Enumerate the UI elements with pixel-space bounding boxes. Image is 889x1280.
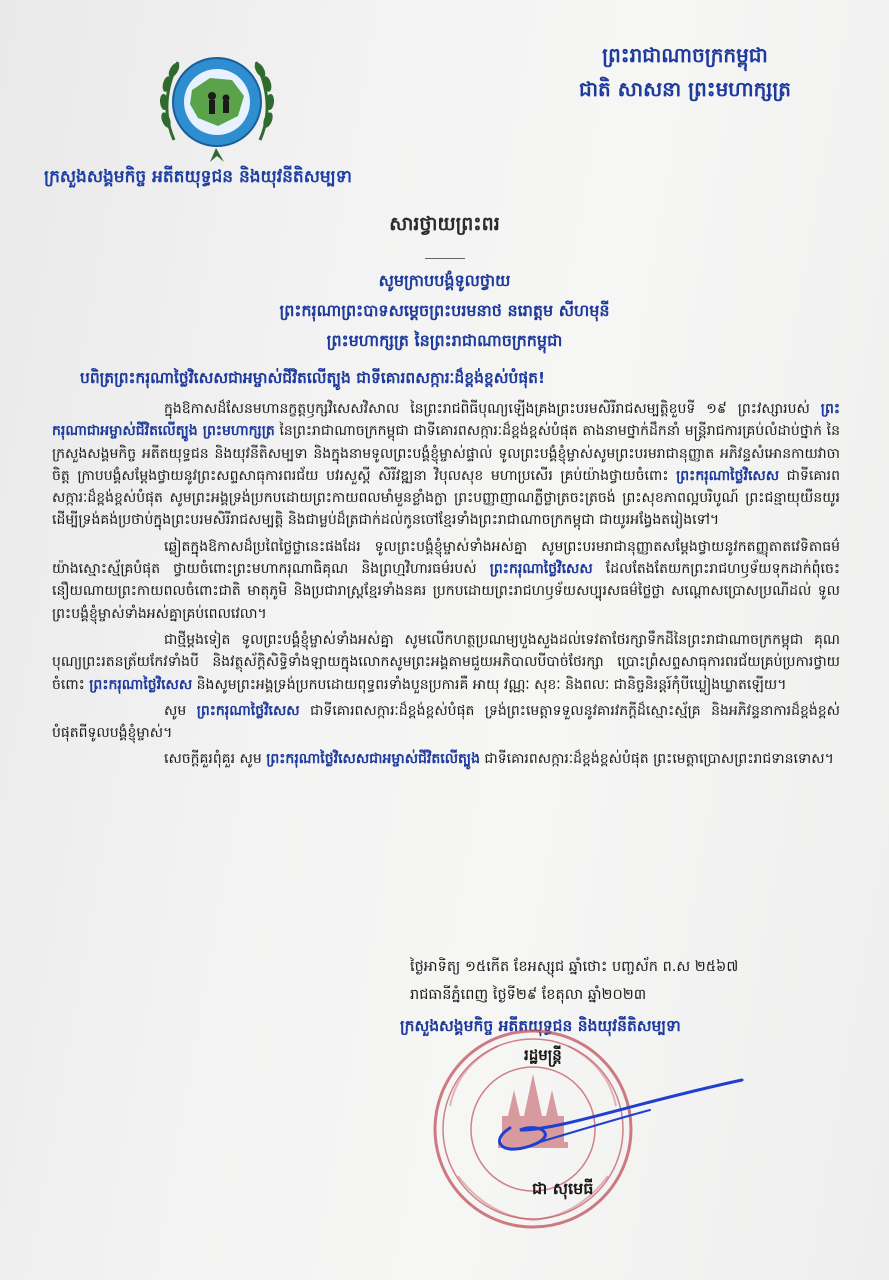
ministry-name-header: ក្រសួងសង្គមកិច្ច អតីតយុទ្ធជន និងយុវនីតិសម្បទា <box>44 167 352 187</box>
body-paragraph-2: ឆ្លៀតក្នុងឱកាសដ៏ប្រពៃថ្លៃថ្លានេះផងដែរ ទូលព្រះបង្គំខ្ញុំម្ចាស់ទាំងអស់គ្នា សូមព្រះបរមរាជានុញ្ញាតសម្តែងថ្វាយនូវកតញ្ញុតាតវេទិតាធម៌យ៉ាងស្មោះស្ម័គ្របំផុត ថ្វាយចំពោះព្រះមហាករុណាធិគុណ និងព្រហ្មវិហារធម៌របស់ ព្រះករុណាថ្លៃវិសេស ដែលតែងតែយកព្រះរាជហឫទ័យទុកដាក់ពុំចេះនឿយណាយព្រះកាយពលចំពោះជាតិ មាតុភូមិ និងប្រជារាស្ត្រខ្មែរទាំងនគរ ប្រកបដោយព្រះរាជហឫទ័យសប្បុរសធម៌ថ្លៃថ្លា សណ្តោសប្រោសប្រណីដល់ ទូលព្រះបង្គំខ្ញុំម្ចាស់ទាំងអស់គ្នាគ្រប់ពេលវេលា។ <box>52 538 840 622</box>
signing-ministry: ក្រសួងសង្គមកិច្ច អតីតយុទ្ធជន និងយុវនីតិសម្បទា <box>400 1017 681 1035</box>
salutation: បពិត្រព្រះករុណាថ្លៃវិសេសជាអម្ចាស់ជីវិតលើត្បូង ជាទីគោរពសក្ការៈដ៏ខ្ពង់ខ្ពស់បំផុត! <box>80 369 546 387</box>
kingdom-header <box>540 38 830 106</box>
national-motto: ជាតិ សាសនា ព្រះមហាក្សត្រ <box>579 77 791 101</box>
minister-signature <box>480 1060 750 1170</box>
address-line-3: ព្រះមហាក្សត្រ នៃព្រះរាជាណាចក្រកម្ពុជា <box>326 331 563 350</box>
signer-name: ជា សុមេធី <box>532 1179 594 1198</box>
body-paragraph-5: សេចក្តីគួរពុំគួរ សូម ព្រះករុណាថ្លៃវិសេសជាអម្ចាស់ជីវិតលើត្បូង ជាទីគោរពសក្ការៈដ៏ខ្ពង់ខ្ពស់បំផុត ព្រះមេត្តាប្រោសព្រះរាជទានទោស។ <box>164 751 834 768</box>
ministry-logo <box>152 40 282 168</box>
body-paragraph-3: ជាថ្មីម្តងទៀត ទូលព្រះបង្គំខ្ញុំម្ចាស់ទាំងអស់គ្នា សូមលើកហត្ថប្រណម្យបួងសួងដល់ទេវតាថែរក្សាទឹកដីនៃព្រះរាជាណាចក្រកម្ពុជា គុណបុណ្យព្រះរតនត្រ័យកែវទាំងបី និងវត្ថុស័ក្តិសិទ្ធិទាំងឡាយក្នុងលោកសូមព្រះអង្គតាមជួយអភិបាលបីបាច់ថែរក្សា ប្រោះព្រំសព្ទសាធុការពរជ័យគ្រប់ប្រការថ្វាយចំពោះ ព្រះករុណាថ្លៃវិសេស និងសូមព្រះអង្គទ្រង់ប្រកបដោយពុទ្ធពរទាំងបួនប្រការគឺ អាយុ វណ្ណៈ សុខៈ និងពលៈ ជានិច្ចនិរន្តរ៍កុំបីឃ្លៀងឃ្លាតឡើយ។ <box>52 631 840 693</box>
document-type-title: សារថ្វាយព្រះពរ <box>389 213 500 235</box>
address-line-2: ព្រះករុណាព្រះបាទសម្តេចព្រះបរមនាថ នរោត្តម សីហមុនី <box>279 301 610 320</box>
body-paragraph-1: ក្នុងឱកាសដ៏សែនមហានក្ខត្តឫក្សវិសេសវិសាល នៃព្រះរាជពិធីបុណ្យឡើងគ្រងព្រះបរមសិរីរាជសម្បត្តិខួបទី ១៩ ព្រះវស្សារបស់ ព្រះករុណាជាអម្ចាស់ជីវិតលើត្បូង ព្រះមហាក្សត្រ នៃព្រះរាជាណាចក្រកម្ពុជា ជាទីគោរពសក្ការៈដ៏ខ្ពង់ខ្ពស់បំផុត តាងនាមថ្នាក់ដឹកនាំ មន្ត្រីរាជការគ្រប់លំដាប់ថ្នាក់ នៃក្រសួងសង្គមកិច្ច អតីតយុទ្ធជន និងយុវនីតិសម្បទា និងក្នុងនាមទូលព្រះបង្គំខ្ញុំម្ចាស់ផ្ទាល់ ទូលព្រះបង្គំខ្ញុំម្ចាស់សូមព្រះបរមរាជានុញ្ញាត អភិវន្ទសំអោនកាយវាចាចិត្ត ក្រាបបង្គំសម្តែងថ្វាយនូវព្រះសព្ទសាធុការពរជ័យ បវរសួស្តី សិរីវឌ្ឍនា វិបុលសុខ មហាប្រសើរ គ្រប់យ៉ាងថ្វាយចំពោះ ព្រះករុណាថ្លៃវិសេស ជាទីគោរពសក្ការៈដ៏ខ្ពង់ខ្ពស់បំផុត សូមព្រះអង្គទ្រង់ប្រកបដោយព្រះកាយពលមាំមួនខ្លាំងក្លា ព្រះបញ្ញាញាណភ្លឺថ្លាត្រចះត្រចង់ ព្រះសុខភាពល្អបរិបូណ៍ ព្រះជន្មាយុយឺនយូរ ដើម្បីទ្រង់គង់ប្រថាប់ក្នុងព្រះបរមសិរីរាជសម្បត្តិ និងជាម្លប់ដ៏ត្រជាក់ដល់កូនចៅខ្មែរទាំងព្រះរាជាណាចក្រកម្ពុជា ជាយូរអង្វែងតរៀងទៅ។ <box>52 401 840 529</box>
letter-body <box>52 398 840 775</box>
minister-title: រដ្ឋមន្ត្រី <box>524 1046 562 1064</box>
body-paragraph-4: សូម ព្រះករុណាថ្លៃវិសេស ជាទីគោរពសក្ការៈដ៏ខ្ពង់ខ្ពស់បំផុត ទ្រង់ព្រះមេត្តាទទួលនូវគារវភក្តីដ៏ស្មោះស្ម័គ្រ និងអភិវន្ទនាការដ៏ខ្ពង់ខ្ពស់បំផុតពីទូលបង្គំខ្ញុំម្ចាស់។ <box>52 702 840 742</box>
kingdom-name: ព្រះរាជាណាចក្រកម្ពុជា <box>602 43 768 67</box>
lunar-date: ថ្ងៃអាទិត្យ ១៥កើត ខែអស្សុជ ឆ្នាំថោះ បញ្ចស័ក ព.ស ២៥៦៧ <box>410 959 739 975</box>
title-divider <box>425 258 465 259</box>
address-line-1: សូមក្រាបបង្គំទូលថ្វាយ <box>378 271 511 290</box>
solar-date: រាជធានីភ្នំពេញ ថ្ងៃទី២៩ ខែតុលា ឆ្នាំ២០២៣ <box>410 987 647 1003</box>
